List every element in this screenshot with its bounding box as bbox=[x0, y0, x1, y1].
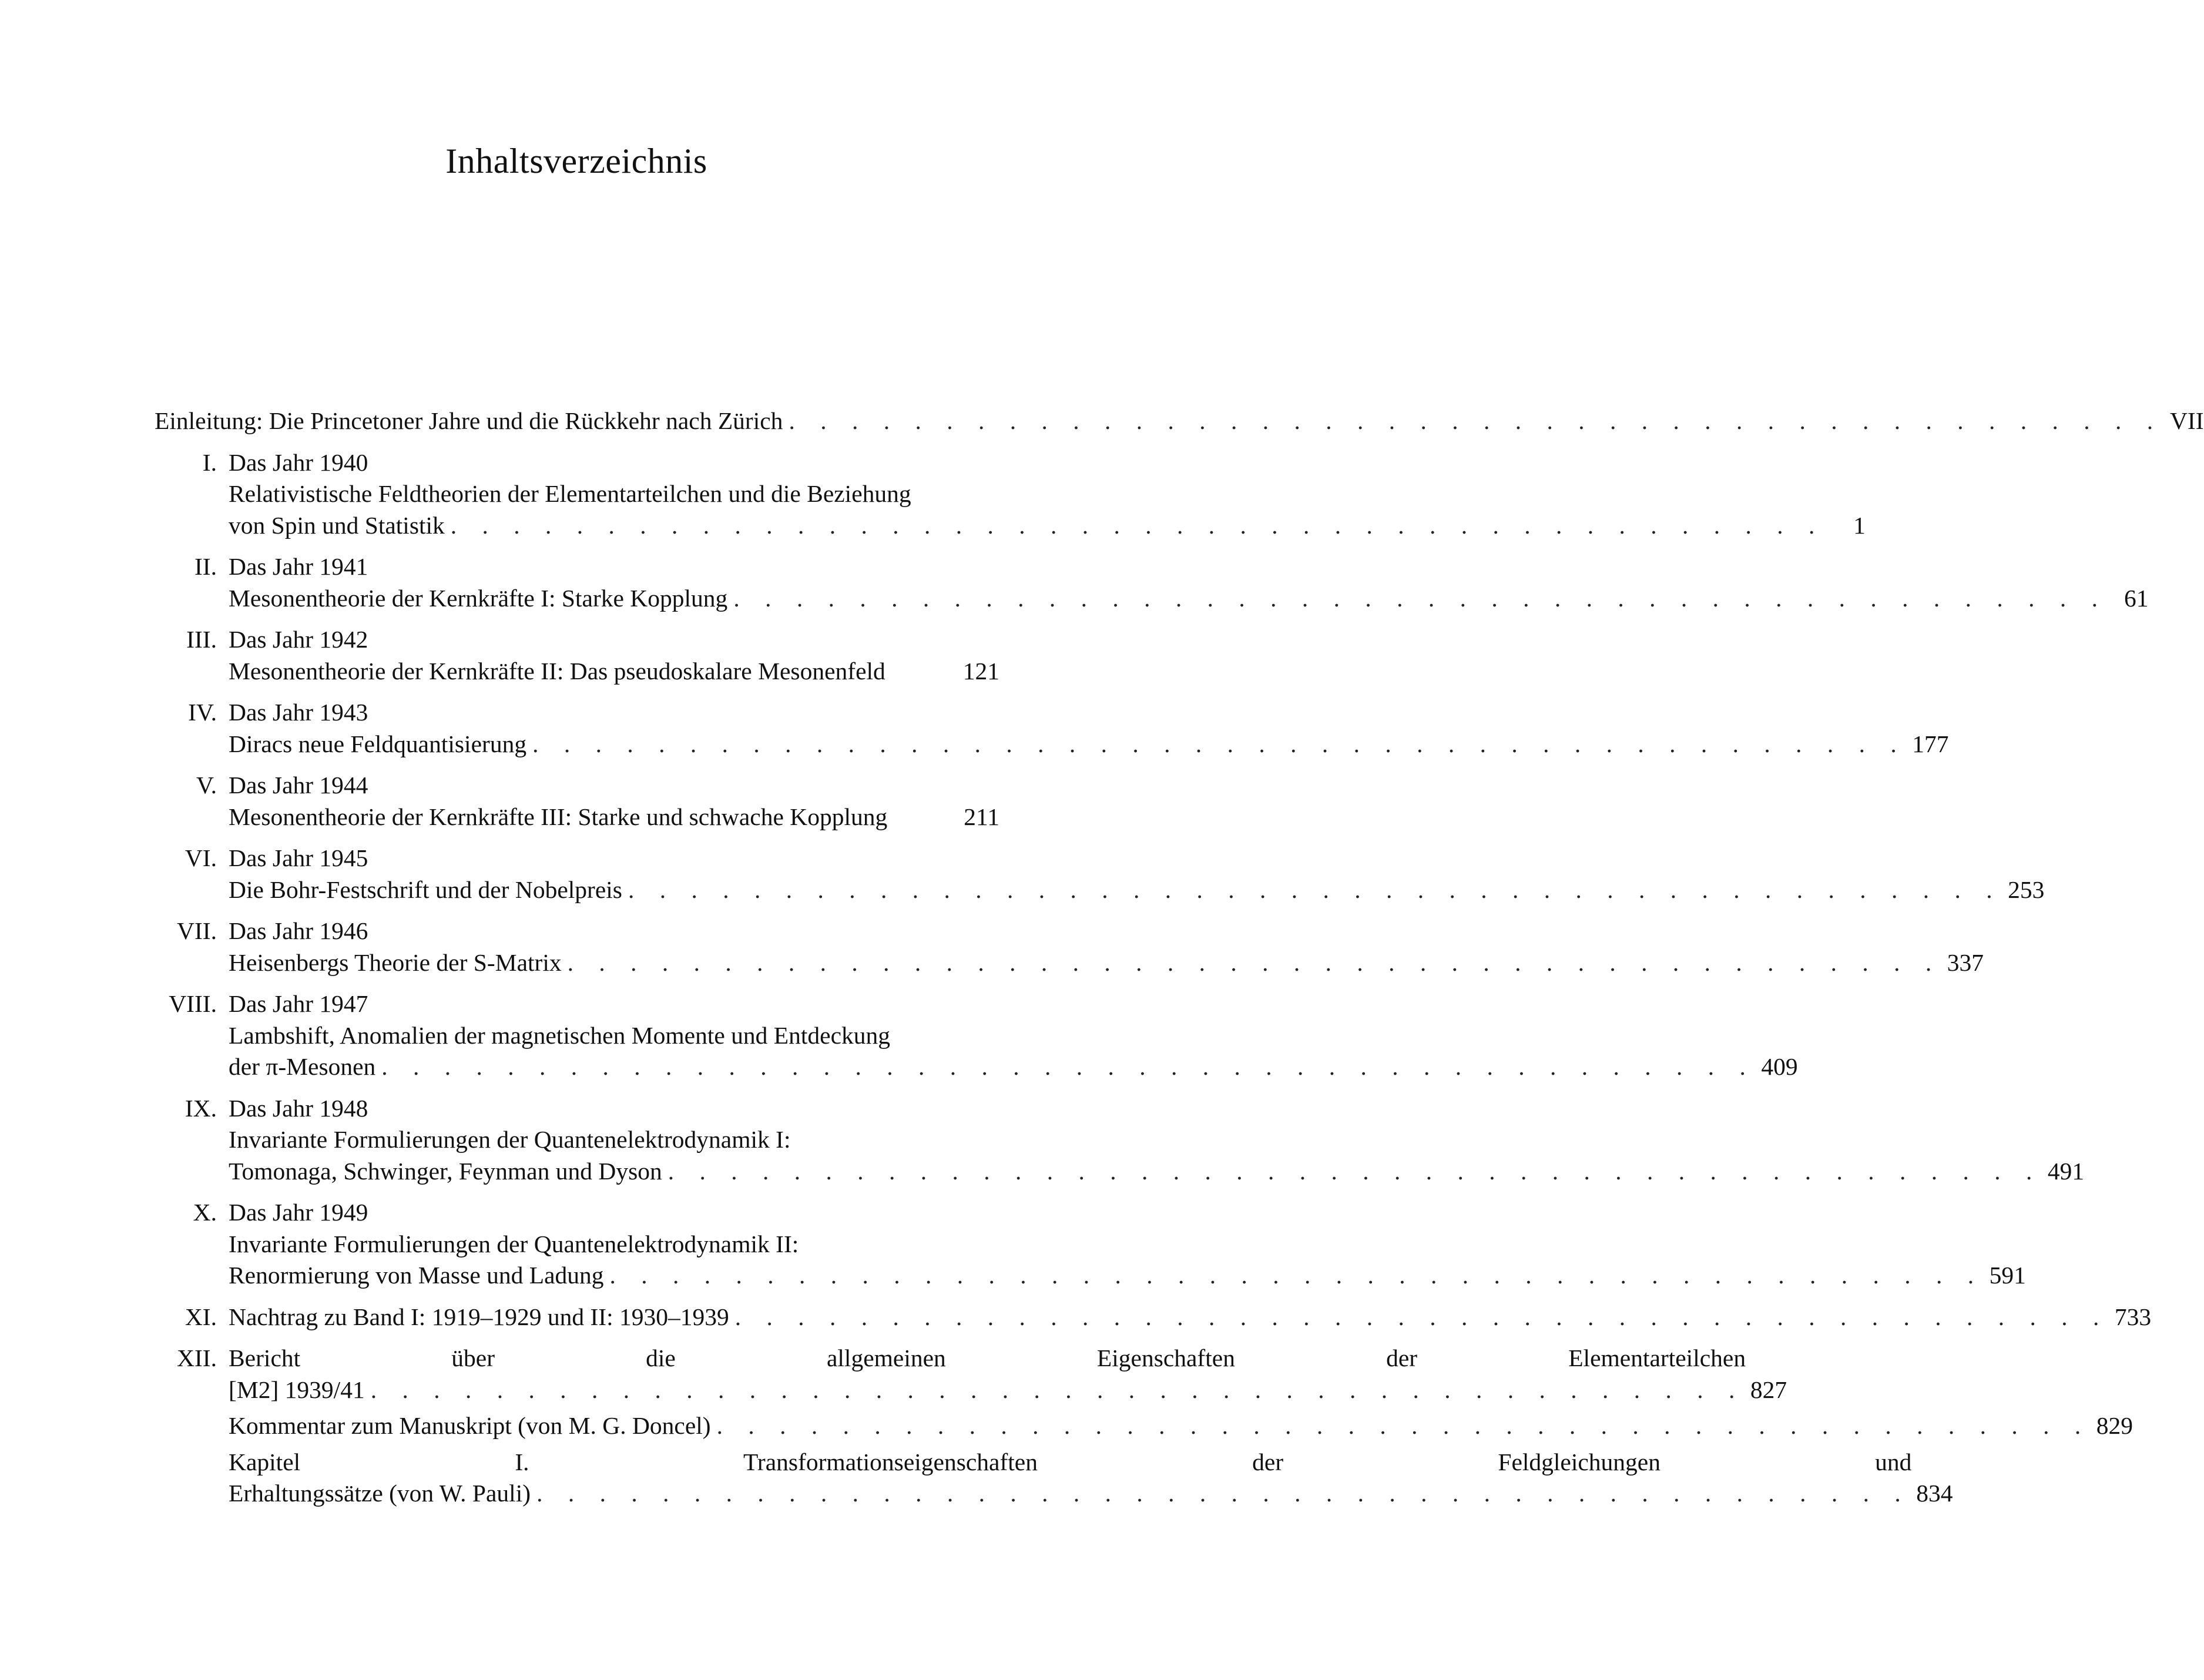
chapter-number: II. bbox=[194, 553, 217, 580]
chapter-number: X. bbox=[193, 1199, 217, 1226]
dot-leader: . . . . . . . . . . . . . . . . . . . . . . . . . . . . . . . . . . . . . . . . . . . . bbox=[628, 876, 2002, 903]
toc-entry-title: Tomonaga, Schwinger, Feynman und Dyson bbox=[229, 1157, 662, 1185]
toc-entry-title: Heisenbergs Theorie der S-Matrix bbox=[229, 948, 562, 976]
chapter-heading: Das Jahr 1947 bbox=[229, 990, 368, 1017]
toc-page-number: 121 bbox=[962, 657, 999, 685]
toc-page-number: 1 bbox=[1853, 511, 1866, 539]
chapter-heading: Das Jahr 1941 bbox=[229, 553, 368, 580]
toc-page-number: 253 bbox=[2008, 876, 2045, 903]
chapter-number: IX. bbox=[184, 1094, 217, 1122]
dot-leader: . . . . . . . . . . . . . . . . . . . . . . . . . . . . . . . . . . . . . . . . . . . . bbox=[381, 1053, 1756, 1080]
toc-page-number: 211 bbox=[964, 803, 999, 830]
chapter-heading: Das Jahr 1948 bbox=[229, 1094, 368, 1122]
chapter-number: VII. bbox=[177, 917, 217, 944]
chapter-subtitle: Invariante Formulierungen der Quantenelektrodynamik I: bbox=[229, 1126, 791, 1153]
toc-entry-title: von Spin und Statistik bbox=[229, 511, 445, 539]
dot-leader: . . . . . . . . . . . . . . . . . . . . . . . . . . . . . . . . . . . . . . . . . . . . bbox=[532, 730, 1907, 757]
toc-entry-title: Nachtrag zu Band I: 1919–1929 und II: 1930–1939 bbox=[229, 1303, 729, 1330]
toc-entry-title: Mesonentheorie der Kernkräfte I: Starke Kopplung bbox=[229, 584, 728, 612]
dot-leader: . . . . . . . . . . . . . . . . . . . . . . . . . . . . . . . . . . . . . . . . . . . . bbox=[734, 1303, 2109, 1330]
chapter-number: VI. bbox=[184, 844, 217, 871]
chapter-heading: Das Jahr 1943 bbox=[229, 699, 368, 726]
toc-entry-title: Die Bohr-Festschrift und der Nobelpreis bbox=[229, 876, 622, 903]
toc-page-number: 733 bbox=[2114, 1303, 2152, 1330]
toc-entry-8 bbox=[155, 988, 1798, 1083]
chapter-number: XII. bbox=[177, 1344, 217, 1372]
toc-entry-title: Mesonentheorie der Kernkräfte II: Das pseudoskalare Mesonenfeld bbox=[229, 657, 885, 685]
toc-entry-2 bbox=[155, 551, 2149, 614]
toc-page-number: VII bbox=[2169, 407, 2204, 434]
toc-page-number: 834 bbox=[1916, 1480, 1953, 1507]
chapter-subtitle: Relativistische Feldtheorien der Elementarteilchen und die Beziehung bbox=[229, 480, 911, 507]
toc-entry-14 bbox=[155, 1447, 1953, 1510]
toc-entry-3 bbox=[155, 624, 999, 687]
dot-leader: . . . . . . . . . . . . . . . . . . . . . . . . . . . . . . . . . . . . . . . . . . . . bbox=[567, 948, 1941, 976]
toc-entry-title: [M2] 1939/41 bbox=[229, 1376, 365, 1403]
toc-page-number: 591 bbox=[1989, 1262, 2026, 1289]
dot-leader: . . . . . . . . . . . . . . . . . . . . . . . . . . . . . . . . . . . . . . . . . . . . bbox=[536, 1480, 1911, 1507]
toc-entry-11 bbox=[155, 1302, 2152, 1333]
chapter-heading: Kapitel I. Transformationseigenschaften der Feldgleichungen und bbox=[229, 1448, 1912, 1476]
dot-leader: . . . . . . . . . . . . . . . . . . . . . . . . . . . . . . . . . . . . . . . . . . . . bbox=[789, 407, 2163, 434]
toc-entry-6 bbox=[155, 843, 2045, 906]
toc-page-number: 829 bbox=[2096, 1412, 2133, 1439]
chapter-heading: Bericht über die allgemeinen Eigenschaften der Elementarteilchen bbox=[229, 1344, 1746, 1372]
chapter-heading: Das Jahr 1945 bbox=[229, 844, 368, 871]
chapter-heading: Das Jahr 1949 bbox=[229, 1199, 368, 1226]
chapter-number: VIII. bbox=[169, 990, 217, 1017]
toc-page-number: 337 bbox=[1947, 948, 1984, 976]
toc-page-number: 827 bbox=[1750, 1376, 1787, 1403]
toc-entry-13 bbox=[155, 1410, 2133, 1442]
toc-entry-10 bbox=[155, 1197, 2026, 1292]
toc-page-number: 177 bbox=[1912, 730, 1949, 757]
dot-leader: . . . . . . . . . . . . . . . . . . . . . . . . . . . . . . . . . . . . . . . . . . . . bbox=[733, 584, 2108, 612]
toc-entry-intro bbox=[155, 405, 2204, 437]
toc-entry-1 bbox=[155, 447, 1866, 542]
toc-page-number: 61 bbox=[2124, 584, 2149, 612]
dot-leader: . . . . . . . . . . . . . . . . . . . . . . . . . . . . . . . . . . . . . . . . . . . . bbox=[370, 1376, 1745, 1403]
page-title: Inhaltsverzeichnis bbox=[445, 142, 707, 180]
chapter-heading: Das Jahr 1946 bbox=[229, 917, 368, 944]
toc-page-number: 491 bbox=[2047, 1157, 2085, 1185]
dot-leader: . . . . . . . . . . . . . . . . . . . . . . . . . . . . . . . . . . . . . . . . . . . . bbox=[609, 1262, 1984, 1289]
chapter-number: I. bbox=[202, 448, 217, 476]
toc-entry-title: Diracs neue Feldquantisierung bbox=[229, 730, 527, 757]
table-of-contents bbox=[155, 405, 2204, 1510]
chapter-number: IV. bbox=[188, 699, 217, 726]
toc-entry-12 bbox=[155, 1343, 1787, 1406]
toc-page-number: 409 bbox=[1761, 1053, 1798, 1080]
toc-entry-7 bbox=[155, 916, 1984, 978]
chapter-heading: Das Jahr 1944 bbox=[229, 772, 368, 799]
toc-entry-title: Mesonentheorie der Kernkräfte III: Starke und schwache Kopplung bbox=[229, 803, 888, 830]
toc-entry-title: Kommentar zum Manuskript (von M. G. Doncel) bbox=[229, 1412, 711, 1439]
toc-entry-5 bbox=[155, 770, 999, 833]
toc-entry-title: Einleitung: Die Princetoner Jahre und die Rückkehr nach Zürich bbox=[155, 407, 783, 434]
chapter-number: V. bbox=[196, 772, 217, 799]
dot-leader: . . . . . . . . . . . . . . . . . . . . . . . . . . . . . . . . . . . . . . . . . . . . bbox=[667, 1157, 2042, 1185]
toc-entry-9 bbox=[155, 1093, 2085, 1188]
toc-entry-title: Renormierung von Masse und Ladung bbox=[229, 1262, 604, 1289]
chapter-number: III. bbox=[186, 626, 217, 653]
toc-entry-title: Erhaltungssätze (von W. Pauli) bbox=[229, 1480, 531, 1507]
chapter-heading: Das Jahr 1940 bbox=[229, 448, 368, 476]
chapter-number: XI. bbox=[184, 1303, 217, 1330]
dot-leader: . . . . . . . . . . . . . . . . . . . . . . . . . . . . . . . . . . . . . . . . . . . . bbox=[450, 511, 1824, 539]
chapter-heading: Das Jahr 1942 bbox=[229, 626, 368, 653]
chapter-subtitle: Invariante Formulierungen der Quantenelektrodynamik II: bbox=[229, 1230, 799, 1258]
chapter-subtitle: Lambshift, Anomalien der magnetischen Momente und Entdeckung bbox=[229, 1021, 890, 1049]
toc-entry-title: der π-Mesonen bbox=[229, 1053, 376, 1080]
dot-leader: . . . . . . . . . . . . . . . . . . . . . . . . . . . . . . . . . . . . . . . . . . . . bbox=[716, 1412, 2091, 1439]
toc-entry-4 bbox=[155, 697, 1949, 760]
